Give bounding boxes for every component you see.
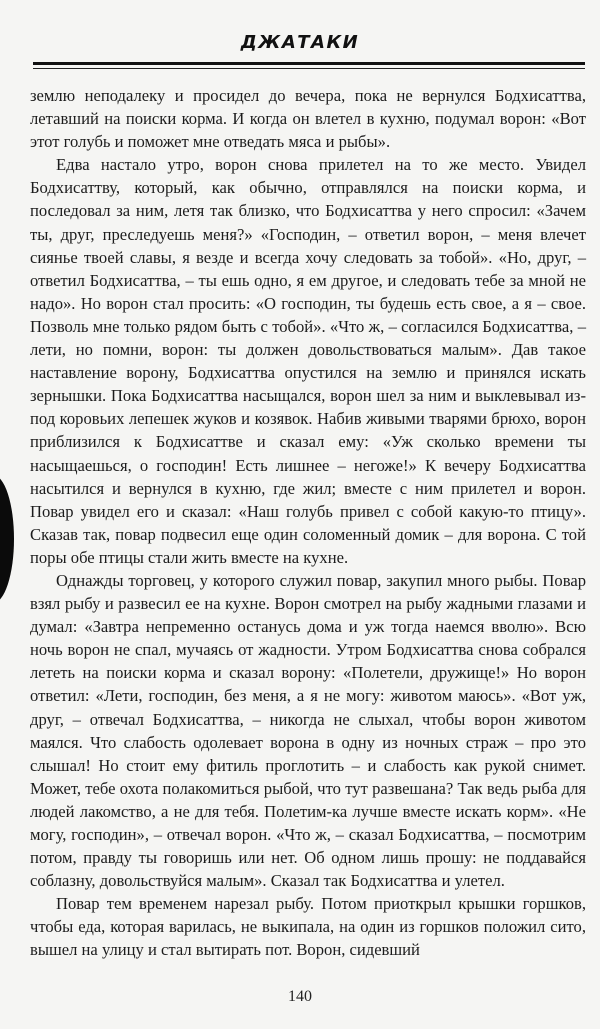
paragraph: землю неподалеку и просидел до вечера, пока не вернулся Бодхисаттва, летавший на поиски корма. И когда он влетел в кухню, подумал ворон: «Вот этот голубь и поможет мне отведать мяса и рыбы».	[30, 86, 586, 152]
scan-shadow	[0, 475, 14, 603]
page-number: 140	[288, 988, 312, 1005]
main-text	[30, 84, 586, 962]
running-title: ДЖАТАКИ	[240, 32, 360, 53]
paragraph: Повар тем временем нарезал рыбу. Потом приоткрыл крышки горшков, чтобы еда, которая варилась, не выкипала, на один из горшков положил сито, вышел на улицу и стал вытирать пот. Ворон, сидевший	[30, 894, 586, 960]
paragraph: Едва настало утро, ворон снова прилетел на то же место. Увидел Бодхисаттву, который, как обычно, отправлялся на поиски корма, и последовал за ним, летя так близко, что Бодхисаттва у него спросил: «Зачем ты, друг, преследуешь меня?» «Господин, – ответил ворон, – меня влечет сиянье твоей славы, я везде и всегда хочу следовать за тобой». «Но, друг, – ответил Бодхисаттва, – ты ешь одно, я ем другое, и следовать тебе за мной не надо». Но ворон стал просить: «О господин, ты будешь есть свое, а я – свое. Позволь мне только рядом быть с тобой». «Что ж, – согласился Бодхисаттва, – лети, но помни, ворон: ты должен довольствоваться малым». Дав такое наставление ворону, Бодхисаттва опустился на землю и принялся искать зернышки. Пока Бодхисаттва насыщался, ворон шел за ним и выклевывал из-под коровьих лепешек жуков и козявок. Набив живыми тварями брюхо, ворон приблизился к Бодхисаттве и сказал ему: «Уж сколько времени ты насыщаешься, о господин! Есть лишнее – негоже!» К вечеру Бодхисаттва насытился и вернулся в кухню, где жил; вместе с ним прилетел и ворон. Повар увидел его и сказал: «Наш голубь привел с собой какую-то птицу». Сказав так, повар подвесил еще один соломенный домик – для ворона. С той поры обе птицы стали жить вместе на кухне.	[30, 155, 586, 567]
header-rule-thin	[33, 68, 585, 69]
header-rule-thick	[33, 62, 585, 65]
paragraph: Однажды торговец, у которого служил повар, закупил много рыбы. Повар взял рыбу и развесил ее на кухне. Ворон смотрел на рыбу жадными глазами и думал: «Завтра непременно останусь дома и уж тогда наемся вволю». Всю ночь ворон не спал, мучаясь от жадности. Утром Бодхисаттва снова собрался лететь на поиски корма и сказал ворону: «Полетели, дружище!» Но ворон ответил: «Лети, господин, без меня, а я не могу: животом маюсь». «Вот уж, друг, – отвечал Бодхисаттва, – никогда не слыхал, чтобы ворон животом маялся. Что слабость одолевает ворона в одну из ночных страж – про это слышал! Но стоит ему фитиль проглотить – и слабость как рукой снимет. Может, тебе охота полакомиться рыбой, что тут развешана? Так ведь рыба для людей лакомство, а не для тебя. Полетим-ка лучше вместе искать корм». «Не могу, господин», – отвечал ворон. «Что ж, – сказал Бодхисаттва, – посмотрим потом, правду ты говоришь или нет. Об одном лишь прошу: не поддавайся соблазну, довольствуйся малым». Сказал так Бодхисаттва и улетел.	[30, 570, 586, 891]
